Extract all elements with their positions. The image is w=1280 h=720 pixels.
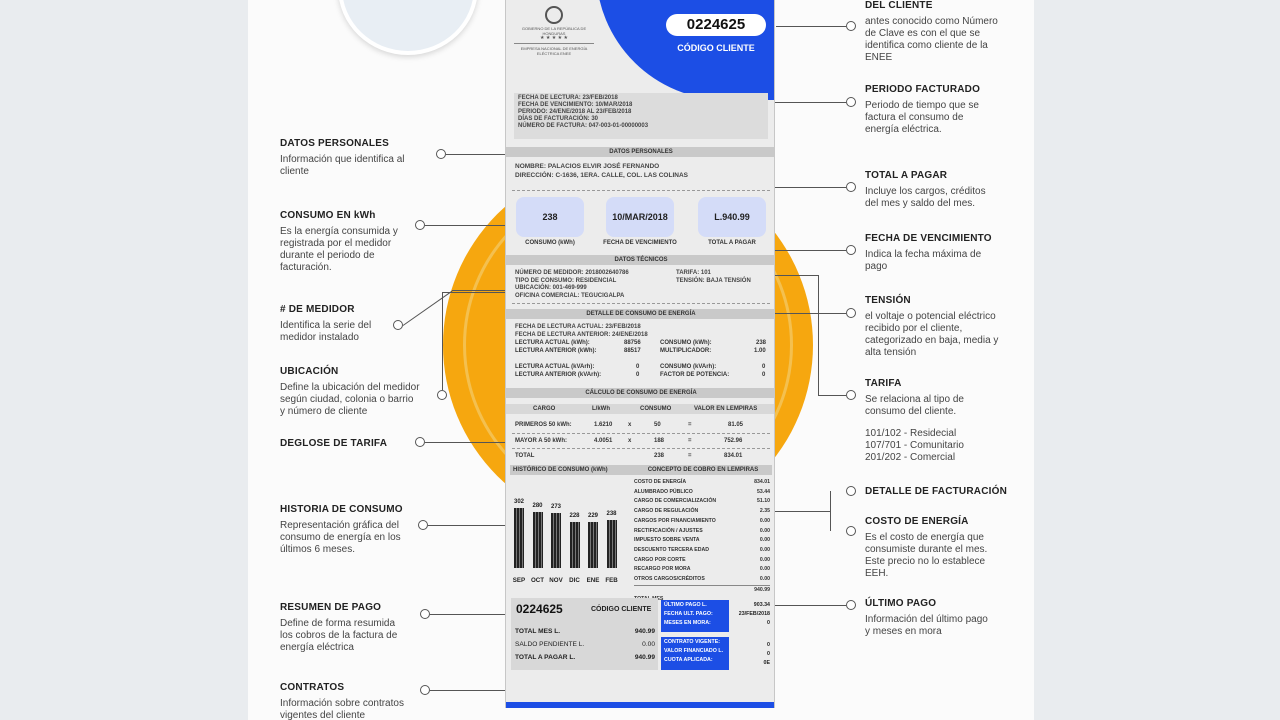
connector-dot [846,182,856,192]
label-contratos [280,682,410,720]
connector-dot [846,486,856,496]
concept-row: IMPUESTO SOBRE VENTA 0.00 [634,537,770,544]
consumption-chart [513,499,626,568]
connector-line [772,605,846,606]
label-desc: Información del último pago y meses en mora [865,614,988,637]
label-title: HISTORIA DE CONSUMO [280,504,403,515]
summary-code-label: CÓDIGO CLIENTE [591,606,652,613]
connector-line [452,290,512,291]
chart-value-label: 302 [513,499,524,505]
calc-cell: = [688,453,692,459]
connector-dot [418,520,428,530]
calc-cell: TOTAL [515,453,535,459]
connector-line [776,26,846,27]
label-desc: Información que identifica al cliente [280,154,405,177]
label-desc: el voltaje o potencial eléctrico recibido por el cliente, categorizado en baja, media y alta tensión [865,311,999,358]
lectura-actual-value: 88756 [624,340,641,346]
tarifa-item: 201/202 - Comercial [865,452,956,463]
detalle-line: FECHA DE LECTURA ACTUAL: 23/FEB/2018 [515,324,641,330]
calc-cell: 81.05 [728,422,744,428]
divider [512,433,770,434]
connector-dot [846,97,856,107]
divider [512,190,770,191]
label-title: FECHA DE VENCIMIENTO [865,233,992,244]
label-title: COSTO DE ENERGÍA [865,516,969,527]
contract-label: CONTRATO VIGENTE: [664,639,721,645]
contract-value: 0 [767,651,770,657]
label-title: DEL CLIENTE [865,0,933,11]
calc-cell: 4.0051 [594,438,613,444]
contract-label: VALOR FINANCIADO L. [664,648,724,654]
tech-line: NÚMERO DE MEDIDOR: 2018002640786 [515,270,629,276]
calc-header: VALOR EN LEMPIRAS [694,406,758,412]
header-line: PERIODO: 24/ENE/2018 AL 23/FEB/2018 [518,109,632,115]
concept-list [634,478,770,605]
section-detalle-consumo: DETALLE DE CONSUMO DE ENERGÍA [506,309,775,319]
last-payment-box [661,600,729,632]
label-desc: Periodo de tiempo que se factura el consumo de energía eléctrica. [865,100,979,135]
connector-dot [437,390,447,400]
client-code: 0224625 [666,14,766,36]
concept-row: CARGO DE COMERCIALIZACIÓN 51.10 [634,498,770,505]
logo-stars: ★ ★ ★ ★ ★ [540,35,568,41]
last-pay-label: ÚLTIMO PAGO L. [664,602,707,608]
label-title: CONSUMO EN kWh [280,210,376,221]
connector-dot [436,149,446,159]
calc-cell: = [688,438,692,444]
total-box: L.940.99 [698,197,766,237]
lectura-anterior-label: LECTURA ANTERIOR (kWh): [515,348,597,354]
contract-value: 0 [767,642,770,648]
calc-header: CONSUMO [640,406,672,412]
label-total-pagar [865,170,990,210]
label-desc: Es la energía consumida y registrada por el medidor durante el periodo de facturación. [280,226,398,273]
calc-cell: MAYOR A 50 kWh: [515,438,568,444]
top-bubble [338,0,478,55]
calc-cell: PRIMEROS 50 kWh: [515,422,572,428]
summary-row: SALDO PENDIENTE L. 0.00 [515,641,655,648]
connector-line [442,292,512,293]
concept-row: RECARGO POR MORA 0.00 [634,566,770,573]
calc-cell: 834.01 [724,453,743,459]
lectura-actual-kvar-label: LECTURA ACTUAL (kVArh): [515,364,595,370]
connector-line [446,154,506,155]
connector-line [775,511,830,512]
divider [512,448,770,449]
connector-dot [846,526,856,536]
connector-line [818,275,819,395]
label-tension [865,295,1000,359]
connector-dot [393,320,403,330]
section-historico: HISTÓRICO DE CONSUMO (kWh) [510,465,634,475]
tech-left [515,270,629,300]
summary-row: TOTAL A PAGAR L. 940.99 [515,654,655,661]
connector-dot [846,600,856,610]
calc-cell: 1.6210 [594,422,613,428]
label-costo-energia [865,516,1010,580]
label-historia-consumo [280,504,405,556]
contract-label: CUOTA APLICADA: [664,657,713,663]
label-desc: Incluye los cargos, créditos del mes y saldo del mes. [865,186,986,209]
calc-cell: 50 [654,422,661,428]
tech-line: TIPO DE CONSUMO: RESIDENCIAL [515,277,617,284]
chart-category-label: FEB [605,577,618,584]
left-background [0,0,248,720]
tech-line: TENSIÓN: BAJA TENSIÓN [676,277,751,284]
calc-header: L/kWh [592,406,610,412]
label-medidor [280,304,390,344]
consumo-kvar-value: 0 [762,364,766,370]
last-pay-label: FECHA ULT. PAGO: [664,611,713,617]
consumo-value: 238 [756,340,767,346]
connector-line [430,690,510,691]
connector-dot [415,437,425,447]
consumo-label: CONSUMO (kWh): [660,340,712,346]
concept-row: CARGO POR CORTE 0.00 [634,556,770,563]
connector-line [442,292,443,390]
last-pay-label: MESES EN MORA: [664,620,711,626]
client-address: DIRECCIÓN: C-1636, 1ERA. CALLE, COL. LAS COLINAS [515,172,688,179]
connector-line [425,442,510,443]
label-desc: Se relaciona al tipo de consumo del cliente. [865,394,964,417]
label-title: DATOS PERSONALES [280,138,389,149]
concept-row: CARGO DE REGULACIÓN 2.35 [634,508,770,515]
chart-bar [588,522,598,568]
tech-line: UBICACIÓN: 001-469-999 [515,285,587,291]
label-title: UBICACIÓN [280,366,339,377]
tarifa-item: 101/102 - Residecial [865,428,957,439]
tech-line: TARIFA: 101 [676,270,711,276]
chart-bar [533,512,543,568]
seal-icon [545,6,563,24]
calc-cell: x [628,422,632,428]
label-consumo-kwh [280,210,405,274]
label-desc: Define la ubicación del medidor según ciudad, colonia o barrio y número de cliente [280,382,420,417]
label-desc: Es el costo de energía que consumiste durante el mes. Este precio no lo establece EEH. [865,532,988,579]
label-datos-personales [280,138,410,178]
lectura-actual-kvar-value: 0 [636,364,640,370]
invoice [505,0,775,708]
connector-dot [415,220,425,230]
tech-right [676,270,751,285]
section-concepto: CONCEPTO DE COBRO EN LEMPIRAS [634,465,772,475]
header-line: FECHA DE VENCIMIENTO: 10/MAR/2018 [518,102,633,108]
tech-line: OFICINA COMERCIAL: TEGUCIGALPA [515,292,625,299]
concept-row: COSTO DE ENERGÍA 834.01 [634,479,770,485]
label-detalle-facturacion [865,486,1010,502]
label-title: TOTAL A PAGAR [865,170,948,181]
chart-value-label: 280 [532,503,543,509]
last-pay-value: 0 [767,620,770,626]
header-line: NÚMERO DE FACTURA: 047-003-01-00000003 [518,123,649,129]
lectura-anterior-value: 88517 [624,348,641,354]
calc-cell: 188 [654,438,665,444]
multiplicador-value: 1.00 [754,348,766,354]
label-title: DEGLOSE DE TARIFA [280,438,388,449]
calc-cell: 238 [654,453,665,459]
label-periodo [865,84,990,136]
chart-category-label: DIC [569,577,580,584]
label-title: DETALLE DE FACTURACIÓN [865,486,1007,497]
section-datos-personales: DATOS PERSONALES [506,147,775,157]
label-desc: Indica la fecha máxima de pago [865,249,982,272]
vencimiento-caption: FECHA DE VENCIMIENTO [603,240,677,246]
chart-value-label: 273 [550,504,561,510]
concept-row: 940.99 [634,585,770,596]
chart-value-label: 228 [569,513,580,519]
divider [512,303,770,304]
consumo-kvar-label: CONSUMO (kVArh): [660,364,717,370]
header-line: FECHA DE LECTURA: 23/FEB/2018 [518,95,618,101]
connector-dot [846,21,856,31]
calc-header: CARGO [533,406,556,412]
concept-row: ALUMBRADO PÚBLICO 53.44 [634,488,770,495]
label-title: TENSIÓN [865,295,911,306]
label-title: TARIFA [865,378,902,389]
detalle-line: FECHA DE LECTURA ANTERIOR: 24/ENE/2018 [515,331,648,338]
invoice-header-info [514,93,768,139]
connector-dot [846,245,856,255]
chart-category-label: ENE [586,577,600,584]
last-pay-value: 903.34 [753,602,770,608]
chart-bar [570,522,580,568]
connector-dot [846,308,856,318]
header-line: DÍAS DE FACTURACIÓN: 30 [518,116,599,122]
logo-text: GOBIERNO DE LA REPÚBLICA DE HONDURAS [521,26,587,36]
right-background [1034,0,1280,720]
connector-dot [420,685,430,695]
connector-line [818,395,846,396]
connector-dot [420,609,430,619]
concept-row: CARGOS POR FINANCIAMIENTO 0.00 [634,517,770,524]
label-title: RESUMEN DE PAGO [280,602,382,613]
label-resumen-pago [280,602,400,654]
section-calculo: CÁLCULO DE CONSUMO DE ENERGÍA [506,388,775,398]
chart-category-label: SEP [512,577,526,584]
calc-cell: x [628,438,632,444]
tarifa-item: 107/701 - Comunitario [865,440,964,451]
calc-cell: 752.96 [724,438,743,444]
label-title: CONTRATOS [280,682,345,693]
contract-value: 0E [763,660,770,666]
label-codigo-cliente [865,0,1010,64]
label-desc: Representación gráfica del consumo de energía en los últimos 6 meses. [280,520,401,555]
label-desc: Información sobre contratos vigentes del cliente [280,698,404,720]
summary-row: TOTAL MES L. 940.99 [515,628,655,635]
contract-box [661,637,729,670]
lectura-anterior-kvar-value: 0 [636,372,640,378]
total-caption: TOTAL A PAGAR [708,240,756,246]
label-deglose-tarifa [280,438,410,454]
label-tarifa [865,378,995,464]
payment-summary [511,598,658,670]
summary-code: 0224625 [516,602,563,616]
chart-bar [514,508,524,568]
chart-category-label: NOV [549,577,563,584]
enee-logo [514,6,594,56]
chart-bar [551,513,561,568]
client-code-label: CÓDIGO CLIENTE [677,43,755,53]
concept-row: OTROS CARGOS/CRÉDITOS 0.00 [634,576,770,583]
chart-value-label: 229 [587,513,598,519]
connector-dot [846,390,856,400]
detalle-dates [515,324,648,339]
lectura-anterior-kvar-label: LECTURA ANTERIOR (kVArh): [515,372,602,378]
label-title: PERIODO FACTURADO [865,84,981,95]
label-desc: antes conocido como Número de Clave es con el que se identifica como cliente de la ENEE [865,16,998,63]
chart-category-label: OCT [530,577,545,584]
calc-cell: = [688,422,692,428]
multiplicador-label: MULTIPLICADOR: [660,348,712,354]
label-ultimo-pago [865,598,995,638]
concept-row: RECTIFICACIÓN / AJUSTES 0.00 [634,527,770,534]
consumo-box: 238 [516,197,584,237]
invoice-bottom-bar [506,702,775,708]
last-payment-values [728,601,770,628]
label-desc: Define de forma resumida los cobros de la factura de energía eléctrica [280,618,398,653]
vencimiento-box: 10/MAR/2018 [606,197,674,237]
contract-values [728,641,770,668]
section-datos-tecnicos: DATOS TÉCNICOS [506,255,775,265]
label-title: ÚLTIMO PAGO [865,598,937,609]
connector-line [430,614,510,615]
lectura-actual-label: LECTURA ACTUAL (kWh): [515,340,590,346]
client-name: NOMBRE: PALACIOS ELVIR JOSÉ FERNANDO [515,163,660,170]
factor-label: FACTOR DE POTENCIA: [660,372,730,378]
connector-line [428,525,508,526]
concept-row: DESCUENTO TERCERA EDAD 0.00 [634,546,770,553]
label-title: # DE MEDIDOR [280,304,355,315]
consumo-caption: CONSUMO (kWh) [525,240,575,246]
label-desc: Identifica la serie del medidor instalado [280,320,372,343]
factor-value: 0 [762,372,766,378]
company-name: EMPRESA NACIONAL DE ENERGÍA ELÉCTRICA ENEE [514,43,594,56]
last-pay-value: 23/FEB/2018 [738,611,770,617]
chart-bar [607,520,617,568]
connector-line [425,225,515,226]
label-fecha-vencimiento [865,233,995,273]
label-ubicacion [280,366,420,418]
chart-value-label: 238 [606,511,617,517]
connector-line [830,491,831,531]
